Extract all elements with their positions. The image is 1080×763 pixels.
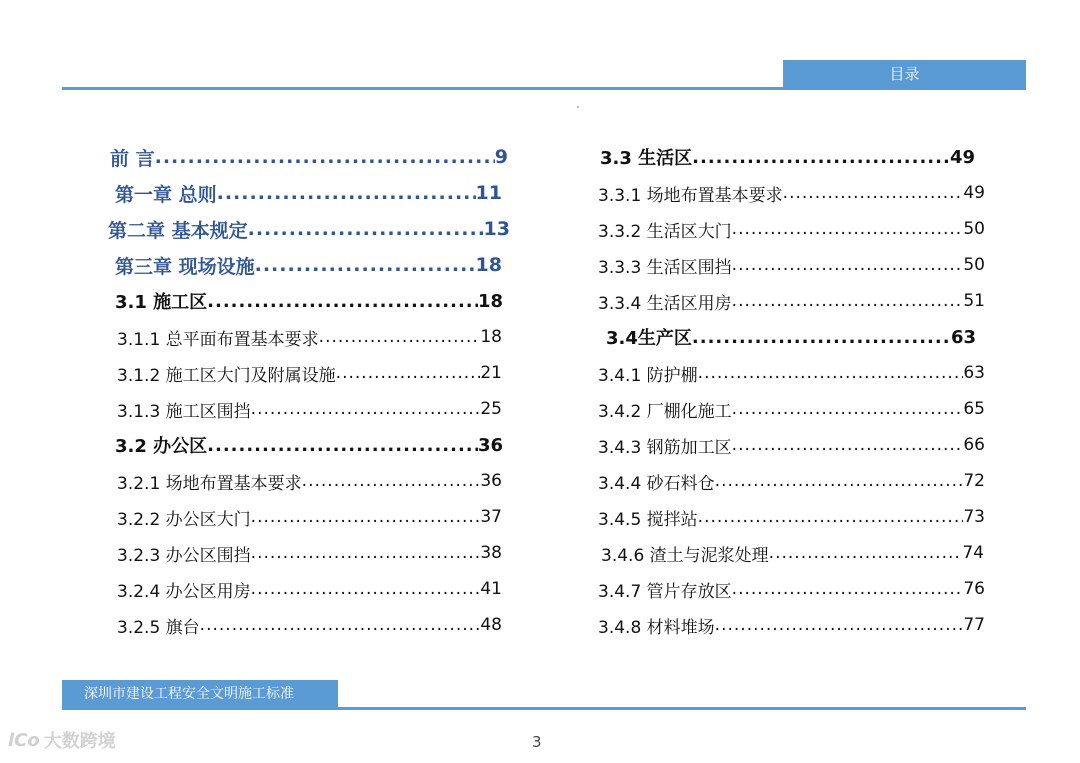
toc-entry-title: 3.4.3 钢筋加工区 [598,437,732,458]
toc-entry-page: 25 [480,399,502,419]
toc-entry-left-8[interactable] [117,394,502,424]
toc-leader-dots [732,579,964,599]
toc-leader-dots [251,543,481,563]
toc-entry-page: 76 [963,579,985,599]
toc-entry-title: 第一章 总则 [115,183,217,206]
toc-entry-left-6[interactable] [117,322,502,352]
toc-entry-right-14[interactable] [598,610,985,640]
toc-entry-page: 36 [477,434,503,456]
toc-entry-title: 3.1.2 施工区大门及附属设施 [117,365,336,386]
toc-entry-right-1[interactable] [600,142,975,172]
toc-entry-title: 3.4.1 防护棚 [598,365,698,386]
toc-entry-right-6[interactable] [606,322,976,352]
toc-entry-page: 65 [963,399,985,419]
toc-entry-page: 72 [963,471,985,491]
toc-entry-page: 50 [963,255,985,275]
toc-entry-page: 63 [963,363,985,383]
toc-leader-dots [769,543,963,563]
toc-entry-title: 3.1 施工区 [115,292,208,313]
toc-leader-dots [732,255,964,275]
toc-entry-title: 3.3.3 生活区围挡 [598,257,732,278]
toc-entry-page: 51 [963,291,985,311]
toc-entry-title: 第三章 现场设施 [115,255,255,278]
toc-entry-page: 48 [480,615,502,635]
toc-entry-title: 前 言 [110,147,155,170]
toc-entry-left-1[interactable] [110,142,508,172]
toc-leader-dots [302,471,481,491]
toc-entry-page: 38 [480,543,502,563]
page-number: 3 [532,733,542,751]
toc-entry-title: 3.2 办公区 [115,436,208,457]
toc-entry-title: 3.4生产区 [606,328,692,349]
toc-leader-dots [251,507,481,527]
toc-leader-dots [207,435,478,456]
toc-entry-left-9[interactable] [115,430,503,460]
watermark [8,727,116,753]
toc-entry-page: 73 [963,507,985,527]
toc-entry-title: 3.2.2 办公区大门 [117,509,251,530]
toc-entry-right-10[interactable] [598,466,985,496]
toc-leader-dots [692,327,951,348]
toc-entry-left-10[interactable] [117,466,502,496]
toc-entry-left-14[interactable] [117,610,502,640]
toc-entry-page: 66 [963,435,985,455]
toc-entry-right-8[interactable] [598,394,985,424]
toc-entry-page: 21 [480,363,502,383]
toc-leader-dots [155,146,495,168]
toc-entry-page: 11 [475,182,502,204]
dot-mark [577,106,579,108]
toc-entry-left-4[interactable] [115,250,502,280]
toc-entry-right-13[interactable] [598,574,985,604]
toc-entry-left-11[interactable] [117,502,502,532]
toc-entry-page: 63 [950,326,976,348]
toc-entry-title: 3.4.5 搅拌站 [598,509,698,530]
toc-entry-title: 3.3.2 生活区大门 [598,221,732,242]
watermark-text: 大数跨境 [43,731,116,752]
footer-tab: 深圳市建设工程安全文明施工标准 [62,680,338,708]
toc-entry-page: 49 [963,183,985,203]
toc-entry-right-11[interactable] [598,502,985,532]
toc-leader-dots [732,435,964,455]
watermark-logo: lCo [8,729,40,751]
toc-entry-title: 第二章 基本规定 [108,219,248,242]
toc-entry-right-5[interactable] [598,286,985,316]
header-tab: 目录 [783,60,1026,88]
toc-leader-dots [217,182,476,204]
toc-leader-dots [732,219,964,239]
toc-leader-dots [251,399,481,419]
toc-leader-dots [251,579,481,599]
toc-entry-page: 9 [494,146,508,168]
toc-entry-title: 3.2.4 办公区用房 [117,581,251,602]
toc-entry-title: 3.2.1 场地布置基本要求 [117,473,302,494]
toc-entry-page: 18 [480,327,502,347]
toc-entry-page: 37 [480,507,502,527]
toc-entry-title: 3.3 生活区 [600,148,693,169]
toc-entry-title: 3.3.1 场地布置基本要求 [598,185,783,206]
toc-leader-dots [732,399,964,419]
toc-entry-page: 36 [480,471,502,491]
toc-leader-dots [319,327,481,347]
toc-entry-title: 3.1.3 施工区围挡 [117,401,251,422]
toc-entry-right-9[interactable] [598,430,985,460]
toc-entry-page: 18 [475,254,502,276]
toc-entry-right-2[interactable] [598,178,985,208]
toc-entry-page: 41 [480,579,502,599]
toc-leader-dots [732,291,964,311]
toc-leader-dots [715,615,964,635]
toc-entry-title: 3.1.1 总平面布置基本要求 [117,329,319,350]
toc-leader-dots [698,363,964,383]
toc-leader-dots [692,147,950,168]
toc-entry-page: 13 [483,218,510,240]
toc-leader-dots [255,254,476,276]
footer-rule [62,707,1026,710]
toc-entry-title: 3.3.4 生活区用房 [598,293,732,314]
toc-leader-dots [200,615,481,635]
toc-leader-dots [715,471,964,491]
toc-entry-left-5[interactable] [115,286,503,316]
toc-entry-page: 74 [962,543,984,563]
toc-entry-left-12[interactable] [117,538,502,568]
toc-entry-title: 3.4.6 渣土与泥浆处理 [601,545,769,566]
toc-entry-right-12[interactable] [601,538,984,568]
toc-entry-page: 18 [477,290,503,312]
toc-entry-page: 49 [949,146,975,168]
toc-entry-right-7[interactable] [598,358,985,388]
toc-entry-title: 3.4.7 管片存放区 [598,581,732,602]
toc-entry-page: 50 [963,219,985,239]
toc-leader-dots [336,363,481,383]
toc-entry-title: 3.2.3 办公区围挡 [117,545,251,566]
toc-entry-title: 3.4.8 材料堆场 [598,617,715,638]
toc-leader-dots [698,507,964,527]
toc-leader-dots [783,183,964,203]
toc-entry-title: 3.4.4 砂石料仓 [598,473,715,494]
toc-entry-title: 3.2.5 旗台 [117,617,200,638]
toc-entry-title: 3.4.2 厂棚化施工 [598,401,732,422]
toc-entry-left-13[interactable] [117,574,502,604]
toc-entry-right-3[interactable] [598,214,985,244]
toc-entry-left-7[interactable] [117,358,502,388]
toc-leader-dots [207,291,478,312]
toc-leader-dots [248,218,484,240]
toc-entry-page: 77 [963,615,985,635]
toc-entry-left-2[interactable] [115,178,502,208]
toc-entry-right-4[interactable] [598,250,985,280]
toc-entry-left-3[interactable] [108,214,510,244]
